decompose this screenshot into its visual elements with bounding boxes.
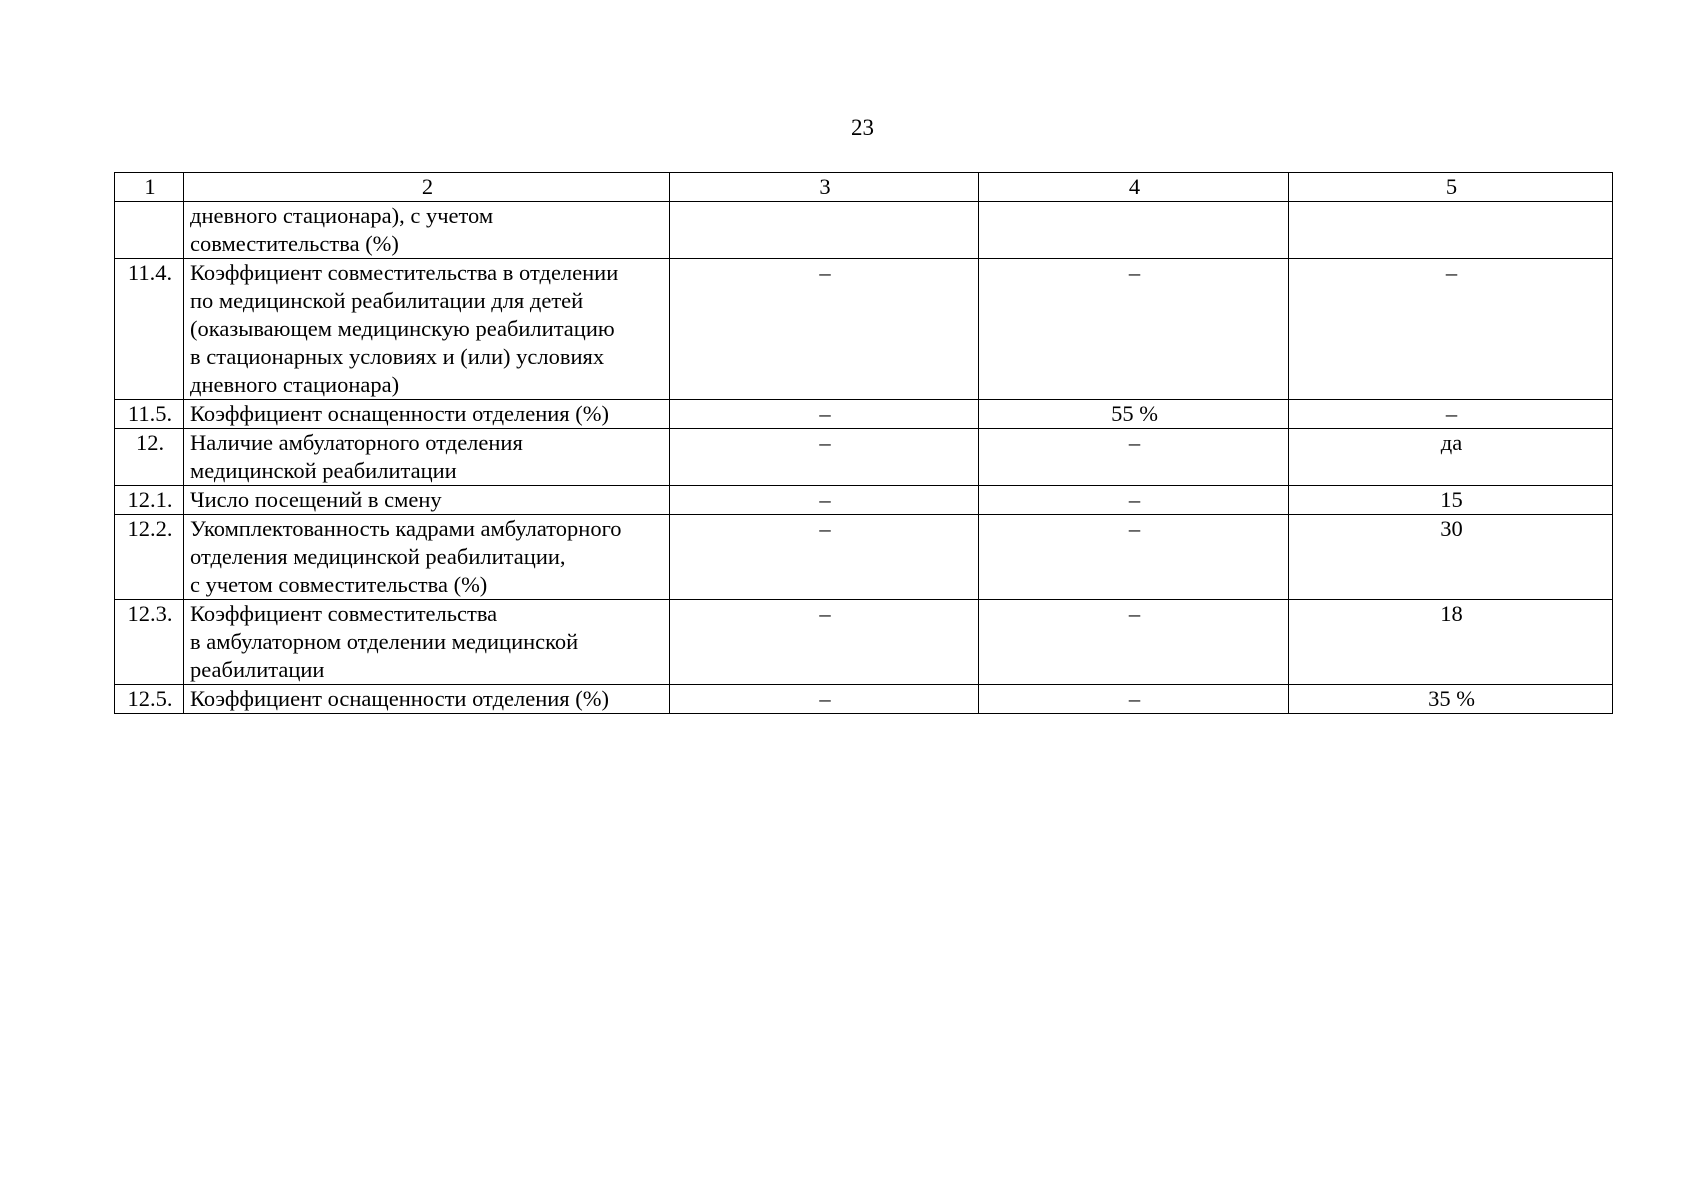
- row-description: Наличие амбулаторного отделения медицинской реабилитации: [184, 429, 670, 486]
- row-value-col5: 18: [1289, 600, 1613, 685]
- row-number: 12.5.: [115, 685, 184, 714]
- row-value-col5: 30: [1289, 515, 1613, 600]
- row-number: 12.2.: [115, 515, 184, 600]
- row-value-col4: –: [979, 429, 1289, 486]
- header-col-3: 3: [670, 173, 979, 202]
- row-value-col4: –: [979, 486, 1289, 515]
- row-description: дневного стационара), с учетом совместительства (%): [184, 202, 670, 259]
- row-value-col3: –: [670, 600, 979, 685]
- row-value-col4: –: [979, 600, 1289, 685]
- header-col-4: 4: [979, 173, 1289, 202]
- row-description: Укомплектованность кадрами амбулаторного отделения медицинской реабилитации, с учетом совместительства (%): [184, 515, 670, 600]
- table-row: [115, 259, 1613, 400]
- header-col-2: 2: [184, 173, 670, 202]
- row-value-col3: –: [670, 259, 979, 400]
- table-row: [115, 486, 1613, 515]
- row-value-col3: –: [670, 685, 979, 714]
- row-value-col3: [670, 202, 979, 259]
- row-description: Коэффициент совместительства в отделении по медицинской реабилитации для детей (оказывающем медицинскую реабилитацию в стационарных условиях и (или) условиях дневного стационара): [184, 259, 670, 400]
- row-number: 11.5.: [115, 400, 184, 429]
- row-value-col5: 35 %: [1289, 685, 1613, 714]
- row-value-col5: –: [1289, 400, 1613, 429]
- row-value-col4: –: [979, 515, 1289, 600]
- row-value-col5: [1289, 202, 1613, 259]
- row-value-col5: да: [1289, 429, 1613, 486]
- table-row: [115, 202, 1613, 259]
- row-description: Число посещений в смену: [184, 486, 670, 515]
- row-value-col3: –: [670, 429, 979, 486]
- page-number: 23: [851, 115, 874, 140]
- row-description: Коэффициент совместительства в амбулаторном отделении медицинской реабилитации: [184, 600, 670, 685]
- row-number: 12.3.: [115, 600, 184, 685]
- row-value-col4: 55 %: [979, 400, 1289, 429]
- row-description: Коэффициент оснащенности отделения (%): [184, 400, 670, 429]
- row-value-col3: –: [670, 486, 979, 515]
- table-row: [115, 515, 1613, 600]
- row-value-col4: –: [979, 259, 1289, 400]
- row-value-col3: –: [670, 400, 979, 429]
- table-row: [115, 400, 1613, 429]
- table-row: [115, 429, 1613, 486]
- row-value-col3: –: [670, 515, 979, 600]
- header-col-5: 5: [1289, 173, 1613, 202]
- header-col-1: 1: [115, 173, 184, 202]
- row-number: 12.1.: [115, 486, 184, 515]
- row-value-col5: 15: [1289, 486, 1613, 515]
- table-header-row: [115, 173, 1613, 202]
- row-value-col4: –: [979, 685, 1289, 714]
- row-description: Коэффициент оснащенности отделения (%): [184, 685, 670, 714]
- row-number: 12.: [115, 429, 184, 486]
- indicators-table: [114, 172, 1613, 714]
- row-number: 11.4.: [115, 259, 184, 400]
- row-value-col4: [979, 202, 1289, 259]
- table-row: [115, 685, 1613, 714]
- row-number: [115, 202, 184, 259]
- table-row: [115, 600, 1613, 685]
- row-value-col5: –: [1289, 259, 1613, 400]
